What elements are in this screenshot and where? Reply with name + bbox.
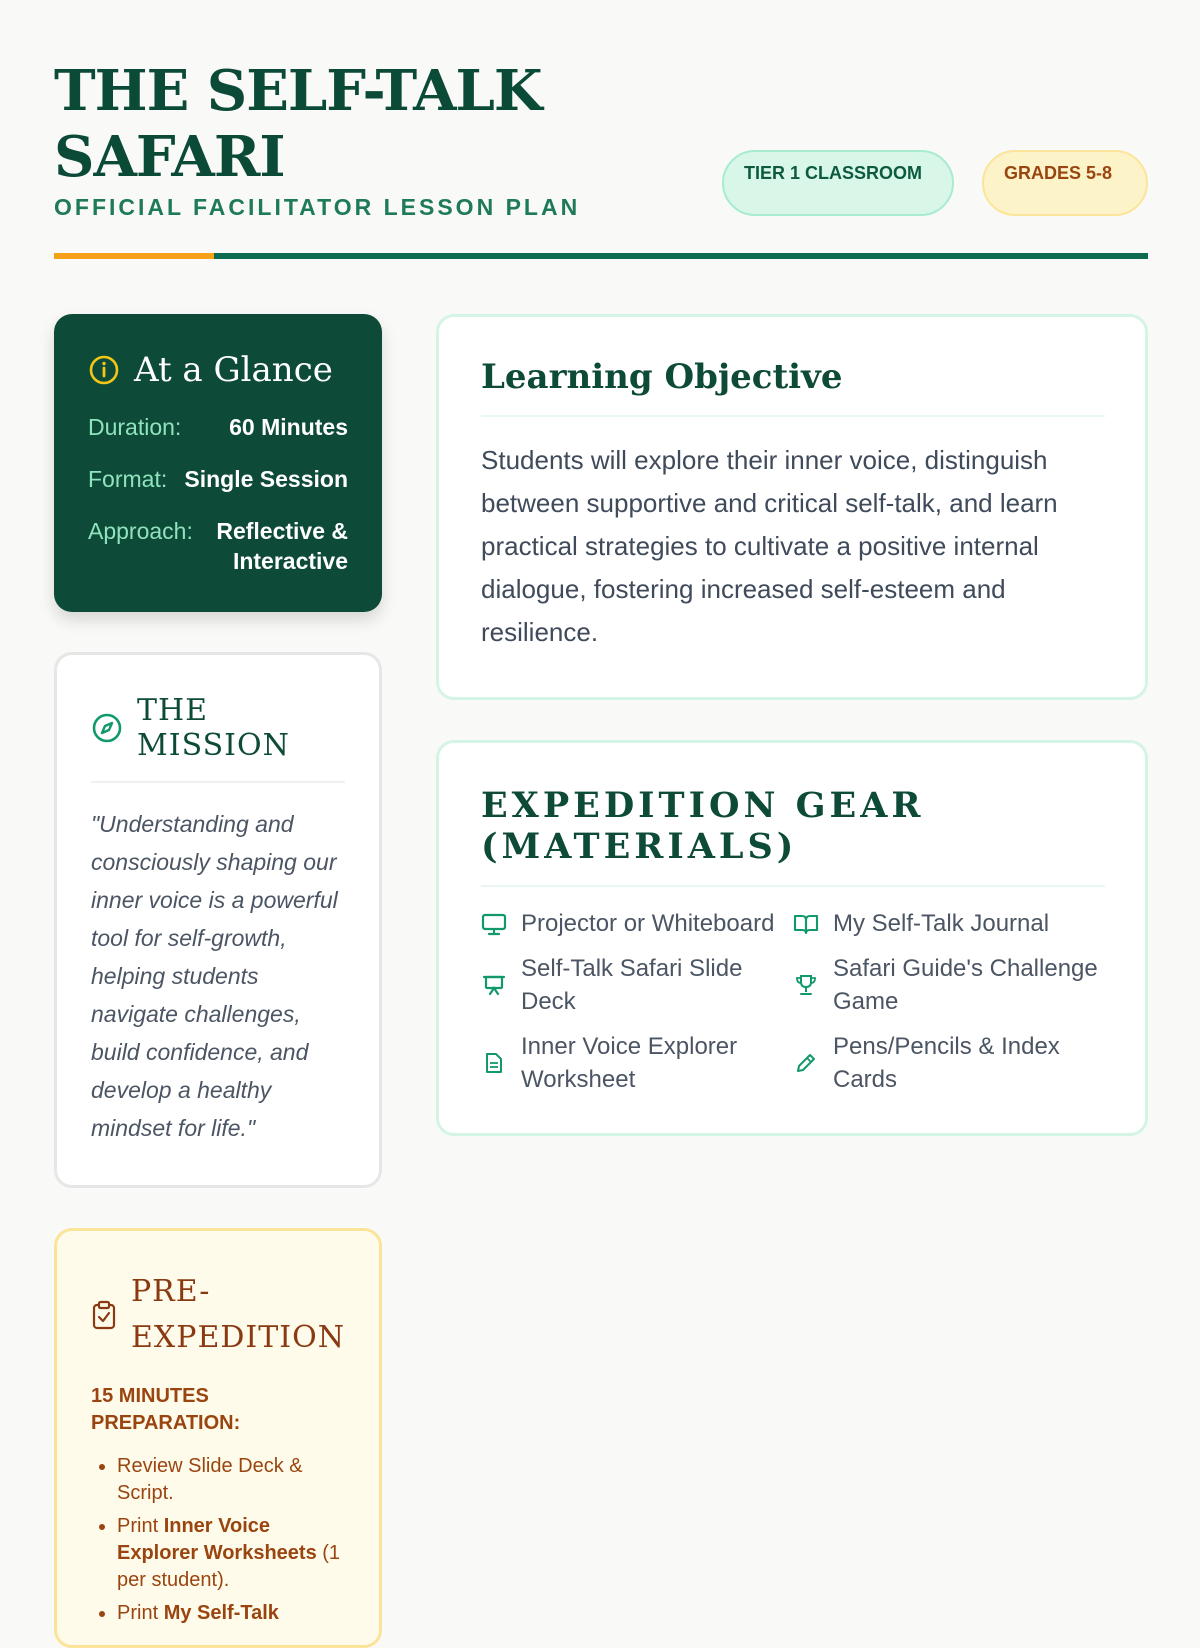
- page-subtitle: OFFICIAL FACILITATOR LESSON PLAN: [54, 194, 581, 220]
- compass-icon: [91, 712, 123, 744]
- pre-expedition-card: [54, 1228, 382, 1648]
- glance-value: Reflective & Interactive: [216, 518, 348, 574]
- document-icon: [481, 1052, 507, 1074]
- list-item: [481, 1030, 793, 1096]
- mission-quote: "Understanding and consciously shaping our inner voice is a powerful tool for self-growth, helping students navigate challenges, build confidence, and develop a healthy mindset for life.": [91, 811, 338, 1141]
- material-label: Inner Voice Explorer Worksheet: [521, 1033, 738, 1093]
- list-item: [793, 1030, 1105, 1096]
- glance-row-format: [88, 464, 348, 494]
- pre-expedition-title: PRE-EXPEDITION: [131, 1274, 345, 1355]
- pre-expedition-subtitle: 15 MINUTES PREPARATION:: [91, 1385, 241, 1434]
- book-icon: [793, 912, 819, 936]
- page-header: [54, 58, 1148, 218]
- list-item: [481, 952, 793, 1018]
- glance-title: At a Glance: [134, 350, 333, 390]
- list-item: • Print Inner Voice Explorer Worksheets (1 per student).: [117, 1513, 345, 1594]
- glance-row-duration: [88, 412, 348, 442]
- material-label: Projector or Whiteboard: [521, 910, 775, 937]
- material-label: Pens/Pencils & Index Cards: [833, 1033, 1060, 1093]
- list-item: [481, 907, 793, 940]
- glance-value: Single Session: [184, 466, 348, 492]
- tier-badge: TIER 1 CLASSROOM: [722, 150, 954, 216]
- list-item: [793, 952, 1105, 1018]
- glance-key: Approach:: [88, 518, 193, 544]
- material-label: Self-Talk Safari Slide Deck: [521, 955, 743, 1015]
- pencil-icon: [793, 1051, 819, 1075]
- materials-title: EXPEDITION GEAR (MATERIALS): [481, 785, 1105, 887]
- header-divider: [54, 253, 1148, 259]
- materials-column-right: [793, 907, 1105, 1108]
- at-a-glance-card: [54, 314, 382, 612]
- glance-key: Duration:: [88, 414, 182, 440]
- mission-title: THE MISSION: [137, 693, 290, 763]
- materials-card: [436, 740, 1148, 1136]
- learning-objective-card: [436, 314, 1148, 700]
- pre-expedition-list: [91, 1453, 345, 1627]
- list-item: • Review Slide Deck & Script.: [117, 1453, 345, 1507]
- trophy-icon: [793, 973, 819, 997]
- presentation-icon: [481, 973, 507, 997]
- objective-text: Students will explore their inner voice, distinguish between supportive and critical self-talk, and learn practical strategies to cultivate a positive internal dialogue, fostering increased self-esteem and resilience.: [481, 445, 1058, 647]
- objective-title: Learning Objective: [481, 357, 1105, 417]
- info-icon: [88, 354, 120, 386]
- page-title: THE SELF-TALK SAFARI: [54, 58, 542, 190]
- mission-card: [54, 652, 382, 1188]
- glance-value: 60 Minutes: [229, 414, 348, 440]
- monitor-icon: [481, 911, 507, 937]
- list-item: [793, 907, 1105, 940]
- material-label: My Self-Talk Journal: [833, 910, 1050, 937]
- clipboard-icon: [91, 1300, 117, 1330]
- glance-key: Format:: [88, 466, 168, 492]
- materials-column-left: [481, 907, 793, 1108]
- list-item: • Print My Self-Talk: [117, 1600, 345, 1627]
- glance-row-approach: [88, 516, 348, 576]
- header-divider-accent: [54, 253, 214, 259]
- material-label: Safari Guide's Challenge Game: [833, 955, 1098, 1015]
- grades-badge: GRADES 5-8: [982, 150, 1148, 216]
